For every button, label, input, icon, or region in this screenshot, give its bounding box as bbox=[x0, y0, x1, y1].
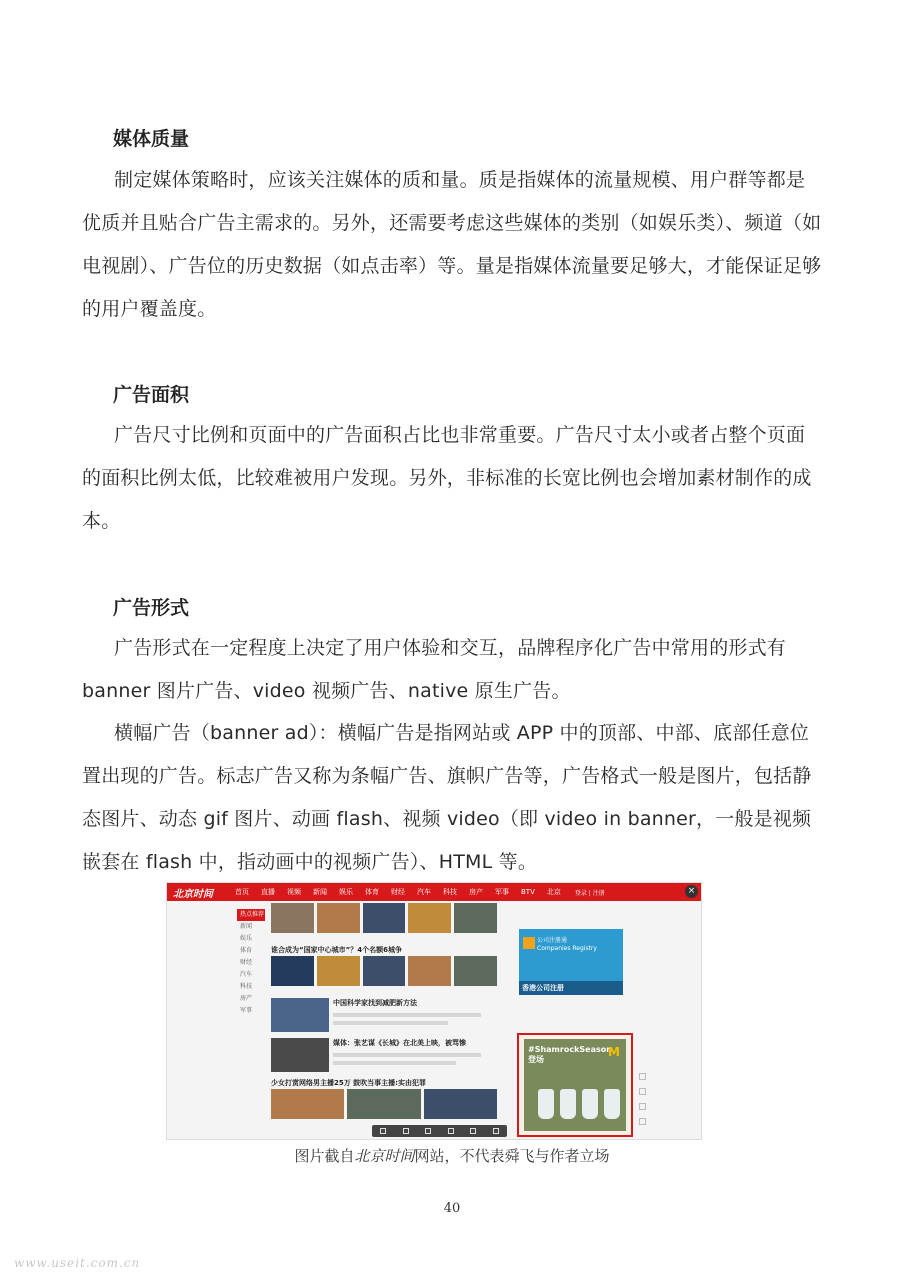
paragraph-ad-format: 广告形式在一定程度上决定了用户体验和交互，品牌程序化广告中常用的形式有banner 图片广告、video 视频广告、native 原生广告。 bbox=[82, 637, 787, 702]
tool-icon bbox=[639, 1118, 646, 1125]
tool-icon bbox=[639, 1073, 646, 1080]
thumb-row bbox=[271, 956, 497, 986]
news-thumbnail bbox=[271, 1089, 344, 1119]
news-thumbnail bbox=[408, 903, 451, 933]
paragraph-ad-area: 广告尺寸比例和页面中的广告面积占比也非常重要。广告尺寸太小或者占整个页面的面积比例太低，比较难被用户发现。另外，非标准的长宽比例也会增加素材制作的成本。 bbox=[82, 424, 812, 532]
sidebar-news-line bbox=[519, 903, 635, 912]
fit-icon bbox=[425, 1128, 431, 1134]
download-icon bbox=[493, 1128, 499, 1134]
news-feed bbox=[271, 903, 497, 1123]
news-thumbnail bbox=[317, 903, 360, 933]
drink-cup-icon bbox=[560, 1089, 576, 1119]
drink-cup-icon bbox=[582, 1089, 598, 1119]
heading-ad-format: 广告形式 bbox=[113, 597, 190, 619]
watermark: www.useit.com.cn bbox=[14, 1256, 141, 1270]
drink-cup-icon bbox=[538, 1089, 554, 1119]
news-item bbox=[271, 1038, 497, 1074]
registry-ad-caption: 香港公司注册 bbox=[519, 981, 623, 995]
site-logo: 北京时间 bbox=[173, 888, 213, 900]
nav-item: 科技 bbox=[443, 888, 457, 896]
news-thumbnail bbox=[271, 903, 314, 933]
thumb-row bbox=[271, 1089, 497, 1119]
tool-icon bbox=[639, 1088, 646, 1095]
news-thumbnail bbox=[363, 903, 406, 933]
nav-item: BTV bbox=[521, 888, 535, 896]
nav-item: 北京 bbox=[546, 888, 561, 896]
side-toolstrip bbox=[639, 1073, 647, 1133]
nav-item: 体育 bbox=[365, 888, 379, 896]
sidebar-news-line bbox=[519, 912, 635, 921]
side-nav-item: 科技 bbox=[240, 983, 253, 990]
side-nav-item: 娱乐 bbox=[240, 935, 253, 942]
nav-item: 财经 bbox=[391, 888, 405, 896]
thumb-row bbox=[271, 903, 497, 933]
rotate-icon bbox=[448, 1128, 454, 1134]
zoom-in-icon bbox=[403, 1128, 409, 1134]
paragraph-banner-ad: 横幅广告（banner ad）：横幅广告是指网站或 APP 中的顶部、中部、底部任意位置出现的广告。标志广告又称为条幅广告、旗帜广告等，广告格式一般是图片，包括静态图片、动态 gif 图片、动画 flash、视频 video（即 video in banner，一般是视频嵌套在 flash 中，指动画中的视频广告）、HTML 等。 bbox=[82, 722, 812, 873]
news-thumbnail bbox=[454, 903, 497, 933]
nav-item: 汽车 bbox=[417, 888, 431, 896]
nav-item: 娱乐 bbox=[339, 888, 353, 896]
zoom-out-icon bbox=[380, 1128, 386, 1134]
registry-ad-title: 公司注册通 Companies Registry bbox=[537, 937, 597, 952]
heading-media-quality: 媒体质量 bbox=[113, 128, 190, 150]
side-nav-item: 汽车 bbox=[240, 971, 253, 978]
sidebar-column bbox=[519, 903, 635, 995]
nav-item: 首页 bbox=[235, 888, 249, 896]
side-nav-item: 军事 bbox=[240, 1007, 253, 1014]
news-thumbnail bbox=[408, 956, 451, 986]
news-headline: 中国科学家找到减肥新方法 bbox=[333, 999, 417, 1007]
nav-item: 军事 bbox=[495, 888, 509, 896]
news-thumbnail bbox=[424, 1089, 497, 1119]
page-number: 40 bbox=[443, 1201, 461, 1216]
nav-item: 视频 bbox=[287, 888, 301, 896]
banner-ad-title: #ShamrockSeason 登场 bbox=[528, 1045, 612, 1064]
news-image bbox=[271, 1038, 329, 1072]
news-thumbnail bbox=[317, 956, 360, 986]
side-nav-item: 房产 bbox=[240, 995, 253, 1002]
side-nav-item: 热点推荐 bbox=[237, 909, 265, 921]
grid-icon bbox=[470, 1128, 476, 1134]
side-nav-item: 财经 bbox=[240, 959, 253, 966]
registry-logo-icon bbox=[523, 937, 535, 949]
site-side-nav bbox=[237, 909, 265, 1017]
paragraph-media-quality: 制定媒体策略时，应该关注媒体的质和量。质是指媒体的流量规模、用户群等都是优质并且贴合广告主需求的。另外，还需要考虑这些媒体的类别（如娱乐类）、频道（如电视剧）、广告位的历史数据（如点击率）等。量是指媒体流量要足够大，才能保证足够的用户覆盖度。 bbox=[82, 169, 822, 320]
mcdonalds-logo-icon: M bbox=[608, 1045, 620, 1059]
highlighted-banner-ad bbox=[517, 1033, 633, 1137]
nav-item: 新闻 bbox=[313, 888, 327, 896]
viewer-toolbar bbox=[372, 1125, 507, 1137]
news-meta bbox=[271, 990, 497, 998]
login-link: 登录 | 注册 bbox=[574, 889, 605, 897]
side-nav-item: 新闻 bbox=[240, 923, 253, 930]
news-thumbnail bbox=[363, 956, 406, 986]
news-meta bbox=[271, 937, 497, 945]
news-item bbox=[271, 998, 497, 1034]
nav-item: 直播 bbox=[261, 888, 275, 896]
news-thumbnail bbox=[347, 1089, 420, 1119]
heading-ad-area: 广告面积 bbox=[113, 384, 190, 406]
website-screenshot bbox=[166, 882, 702, 1140]
banner-ad-image bbox=[524, 1039, 626, 1131]
news-headline: 媒体：张艺谋《长城》在北美上映，被骂惨 bbox=[333, 1039, 466, 1047]
news-thumbnail bbox=[454, 956, 497, 986]
close-icon: × bbox=[685, 885, 698, 898]
nav-item: 房产 bbox=[469, 888, 483, 896]
news-headline: 少女打赏网络男主播25万 鼓吹当事主播:实由犯罪 bbox=[271, 1079, 426, 1087]
news-image bbox=[271, 998, 329, 1032]
news-thumbnail bbox=[271, 956, 314, 986]
news-headline: 谁合成为“国家中心城市”？4个名额6城争 bbox=[271, 946, 402, 954]
tool-icon bbox=[639, 1103, 646, 1110]
side-nav-item: 体育 bbox=[240, 947, 253, 954]
registry-ad bbox=[519, 929, 623, 995]
site-nav-bar bbox=[167, 883, 702, 901]
drink-cup-icon bbox=[604, 1089, 620, 1119]
figure-caption: 图片截自北京时间网站，不代表舜飞与作者立场 bbox=[294, 1147, 610, 1165]
